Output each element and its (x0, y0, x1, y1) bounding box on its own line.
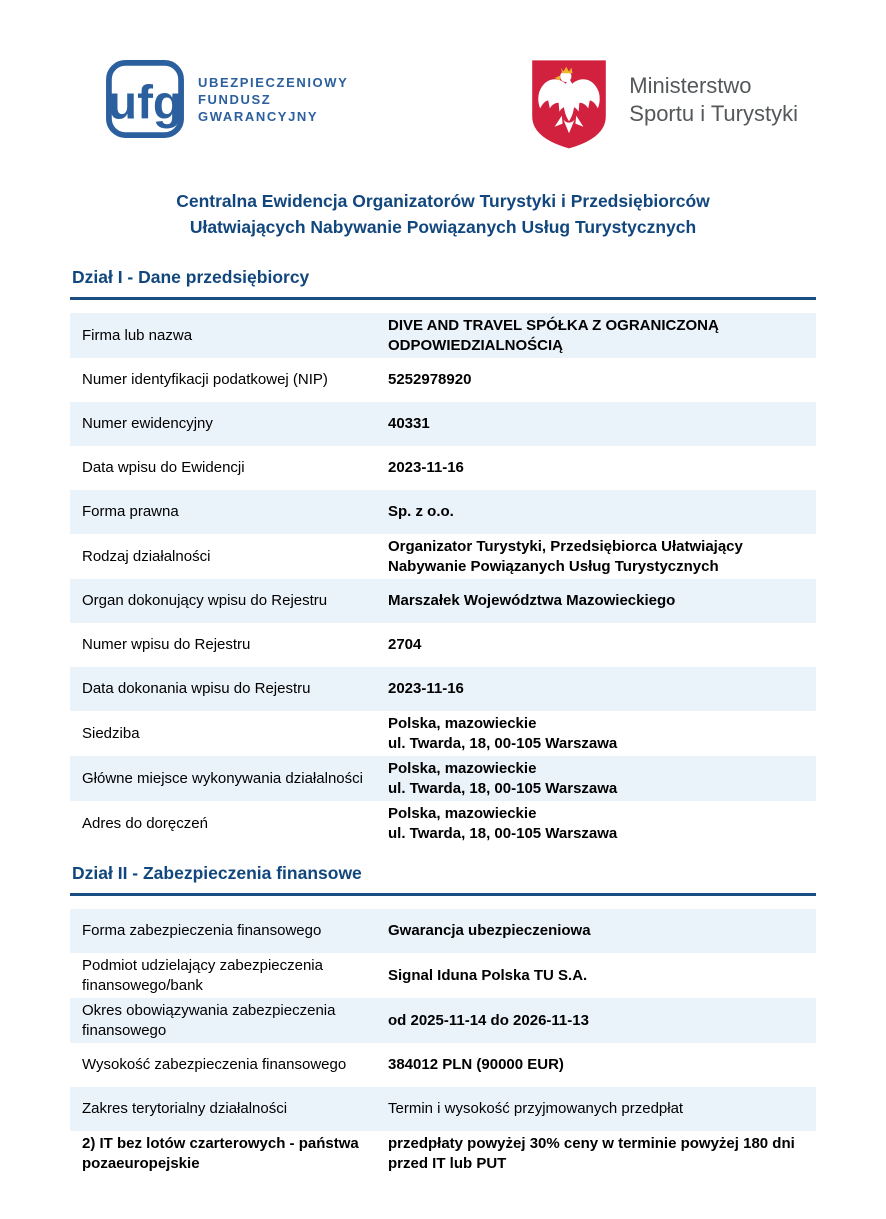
ufg-text-line: FUNDUSZ (198, 91, 272, 107)
ufg-abbr-text: ufg (108, 76, 182, 130)
table-row (70, 1087, 816, 1131)
row-value-line: przedpłaty powyżej 30% ceny w terminie powyżej 180 dni przed IT lub PUT (388, 1135, 795, 1172)
table-row (70, 490, 816, 534)
page-title-line: Centralna Ewidencja Organizatorów Turystyki i Przedsiębiorców (176, 191, 710, 211)
row-label: Data wpisu do Ewidencji (82, 459, 245, 477)
row-value (388, 714, 816, 753)
row-value (388, 537, 816, 576)
row-value-line: ul. Twarda, 18, 00-105 Warszawa (388, 779, 618, 797)
row-label: Forma prawna (82, 503, 179, 521)
row-value (388, 502, 816, 522)
row-value-line: Polska, mazowieckie (388, 805, 537, 822)
row-value-line: Sp. z o.o. (388, 503, 454, 521)
row-value (388, 635, 816, 655)
row-value (388, 591, 816, 611)
document-section (70, 266, 816, 846)
ufg-logo-text (198, 74, 348, 125)
table-row (70, 1131, 816, 1176)
row-value-line: 40331 (388, 415, 430, 433)
row-value-line: od 2025-11-14 do 2026-11-13 (388, 1011, 589, 1029)
row-value-line: 384012 PLN (90000 EUR) (388, 1056, 564, 1074)
ufg-logo (104, 58, 348, 140)
row-label: Numer ewidencyjny (82, 415, 213, 433)
table-row (70, 1043, 816, 1087)
row-label: Podmiot udzielający zabezpieczenia finansowego/bank (82, 957, 323, 994)
row-label: Organ dokonujący wpisu do Rejestru (82, 592, 328, 610)
table-row (70, 446, 816, 490)
ministry-text-line: Ministerstwo (629, 73, 752, 98)
row-value (388, 679, 816, 699)
row-value-line: ul. Twarda, 18, 00-105 Warszawa (388, 734, 618, 752)
table-row (70, 534, 816, 579)
row-value (388, 1099, 816, 1119)
row-label: Firma lub nazwa (82, 326, 193, 344)
row-value-line: Signal Iduna Polska TU S.A. (388, 966, 588, 984)
row-value (388, 804, 816, 843)
row-value-line: 2023-11-16 (388, 680, 464, 698)
table-row (70, 623, 816, 667)
row-value-line: Polska, mazowieckie (388, 715, 537, 732)
row-value (388, 1055, 816, 1075)
row-value-line: 2704 (388, 636, 422, 654)
row-value-line: Gwarancja ubezpieczeniowa (388, 922, 591, 940)
row-value (388, 1134, 816, 1173)
table-row (70, 579, 816, 623)
table-row (70, 358, 816, 402)
page-title (93, 188, 793, 240)
section-divider (70, 297, 816, 300)
ufg-text-line: UBEZPIECZENIOWY (198, 74, 349, 90)
row-value (388, 316, 816, 355)
table-row (70, 711, 816, 756)
row-label: Wysokość zabezpieczenia finansowego (82, 1056, 347, 1074)
row-value-line: Polska, mazowieckie (388, 760, 537, 777)
row-label: Zakres terytorialny działalności (82, 1100, 288, 1118)
ministry-logo-text (629, 72, 798, 128)
row-value-line: Marszałek Województwa Mazowieckiego (388, 592, 676, 610)
row-value-line: 2023-11-16 (388, 459, 464, 477)
section-divider (70, 893, 816, 896)
table-row (70, 402, 816, 446)
ufg-logo-icon (104, 58, 186, 140)
row-value-line: 5252978920 (388, 371, 472, 389)
row-label: Forma zabezpieczenia finansowego (82, 922, 322, 940)
row-label: Rodzaj działalności (82, 547, 211, 565)
table-row (70, 313, 816, 358)
sections (70, 266, 816, 1176)
row-value (388, 921, 816, 941)
row-label: Okres obowiązywania zabezpieczenia finansowego (82, 1002, 336, 1039)
row-value (388, 759, 816, 798)
document-section (70, 862, 816, 1176)
row-label: 2) IT bez lotów czarterowych - państwa pozaeuropejskie (82, 1135, 359, 1172)
row-label: Siedziba (82, 724, 140, 742)
row-value-line: Organizator Turystyki, Przedsiębiorca Ułatwiający Nabywanie Powiązanych Usług Turystycznych (388, 538, 743, 575)
table-row (70, 998, 816, 1043)
table-row (70, 953, 816, 998)
page-title-line: Ułatwiających Nabywanie Powiązanych Usług Turystycznych (189, 217, 697, 237)
row-label: Główne miejsce wykonywania działalności (82, 769, 363, 787)
ufg-text-line: GWARANCYJNY (198, 108, 319, 124)
row-label: Adres do doręczeń (82, 814, 208, 832)
table-row (70, 667, 816, 711)
table-row (70, 909, 816, 953)
row-label: Data dokonania wpisu do Rejestru (82, 680, 311, 698)
row-value-line: DIVE AND TRAVEL SPÓŁKA Z OGRANICZONĄ ODPOWIEDZIALNOŚCIĄ (388, 317, 719, 354)
row-label: Numer identyfikacji podatkowej (NIP) (82, 371, 328, 389)
row-label: Numer wpisu do Rejestru (82, 636, 251, 654)
row-value (388, 414, 816, 434)
table-row (70, 756, 816, 801)
polish-eagle-icon (529, 58, 609, 150)
row-value (388, 370, 816, 390)
ministry-logo (529, 58, 798, 150)
row-value-line: Termin i wysokość przyjmowanych przedpłat (388, 1100, 684, 1118)
row-value (388, 1011, 816, 1031)
section-heading: Dział I - Dane przedsiębiorcy (72, 267, 310, 287)
row-value-line: ul. Twarda, 18, 00-105 Warszawa (388, 824, 618, 842)
table-row (70, 801, 816, 846)
ministry-text-line: Sportu i Turystyki (629, 101, 798, 126)
document-page (70, 0, 816, 1176)
section-heading: Dział II - Zabezpieczenia finansowe (72, 863, 362, 883)
header-logos (70, 0, 816, 150)
row-value (388, 458, 816, 478)
row-value (388, 966, 816, 986)
